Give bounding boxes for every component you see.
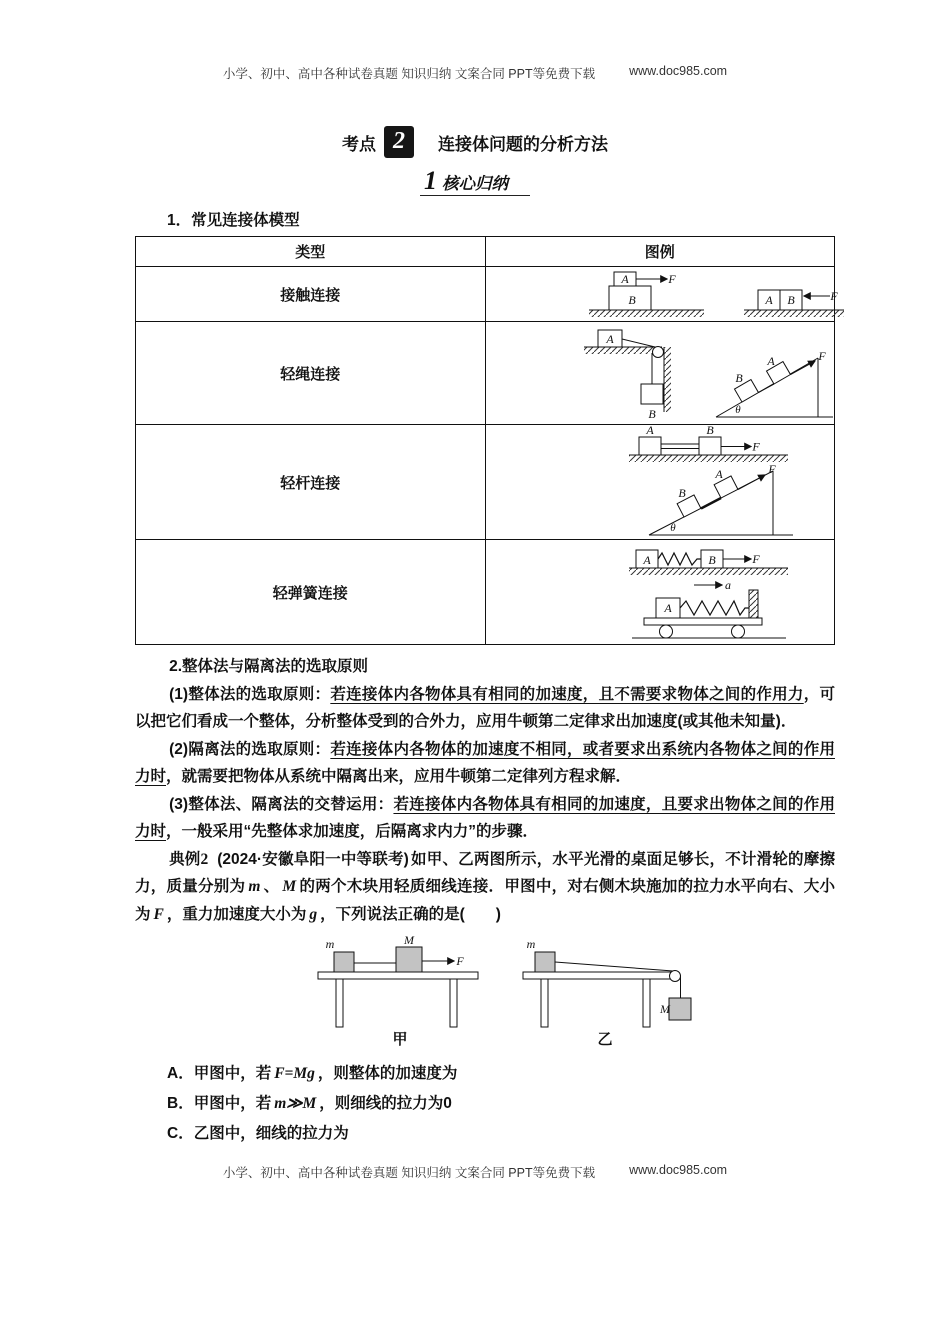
example-text: ，重力加速度大小为 <box>166 905 307 923</box>
example-paragraph <box>135 846 835 929</box>
row-type-label: 轻绳连接 <box>136 322 486 425</box>
label-theta: θ <box>669 522 676 534</box>
rope-connection-figure <box>486 322 931 424</box>
header-url: www.doc985.com <box>629 64 728 78</box>
label-F: F <box>817 349 826 363</box>
label-F: F <box>767 462 776 476</box>
var-m: m <box>248 878 261 895</box>
label-F: F <box>751 439 760 454</box>
table-row-spring <box>136 540 835 645</box>
label-m: m <box>526 937 536 951</box>
label-M: M <box>404 934 414 947</box>
option-a <box>167 1059 835 1089</box>
principle-paragraph-2 <box>135 736 835 791</box>
option-c <box>167 1119 835 1149</box>
row-figure-cell <box>485 425 835 540</box>
footer-url: www.doc985.com <box>629 1163 728 1177</box>
label-m: m <box>325 937 335 951</box>
col-header-figure: 图例 <box>485 237 835 267</box>
p3-pre: (3)整体法、隔离法的交替运用： <box>169 795 394 813</box>
label-B: B <box>707 553 716 567</box>
var-g: g <box>309 905 318 923</box>
label-A: A <box>764 293 773 307</box>
page-footer <box>115 1163 835 1181</box>
page-header <box>115 64 835 82</box>
label-M: M <box>660 1002 670 1016</box>
label-A: A <box>645 425 654 437</box>
option-b-formula: m≫M <box>274 1095 317 1112</box>
model-heading: 1．常见连接体模型 <box>167 212 300 229</box>
example-figures <box>310 934 835 1049</box>
table-header-row <box>136 237 835 267</box>
label-B: B <box>647 407 656 421</box>
p2-underlined: 若连接体内各物体的加速度不相同，或者要求出系统内各物体之间的作用力时 <box>135 740 835 785</box>
label-F: F <box>456 954 464 968</box>
table-row-rod <box>136 425 835 540</box>
p3-underlined: 若连接体内各物体具有相同的加速度，且要求出物体之间的作用力时 <box>135 795 835 840</box>
p1-pre: (1)整体法的选取原则： <box>169 685 331 703</box>
header-text: 小学、初中、高中各种试卷真题 知识归纳 文案合同 PPT等免费下载 <box>222 67 596 81</box>
kaodian-number-badge: 2 <box>384 126 414 158</box>
option-c-text: C．乙图中，细线的拉力为 <box>167 1125 349 1142</box>
figure-yi <box>515 934 700 1049</box>
var-M: M <box>282 878 297 895</box>
row-figure-cell <box>485 267 838 322</box>
example-source: (2024·安徽阜阳一中等联考) <box>217 850 409 868</box>
connection-model-table <box>135 236 838 645</box>
table-row-contact <box>136 267 835 322</box>
p3-post: ，一般采用“先整体求加速度，后隔离求内力”的步骤． <box>166 823 539 840</box>
caption-jia: 甲 <box>392 1031 408 1048</box>
option-b <box>167 1089 835 1119</box>
caption-yi: 乙 <box>597 1031 613 1048</box>
p2-post: ，就需要把物体从系统中隔离出来，应用牛顿第二定律列方程求解． <box>166 768 632 785</box>
example-text: 、 <box>263 878 280 895</box>
option-b-text: ，则细线的拉力为0 <box>319 1095 452 1112</box>
core-label: 核心归纳 <box>442 175 508 193</box>
label-a: a <box>724 578 731 592</box>
label-A: A <box>642 553 651 567</box>
row-type-label: 轻杆连接 <box>136 425 486 540</box>
option-a-formula: F=Mg <box>274 1065 315 1082</box>
var-F: F <box>153 905 164 923</box>
label-B: B <box>627 293 636 307</box>
principle-paragraph-1 <box>135 681 835 736</box>
contact-connection-figure <box>486 267 931 321</box>
principles-section <box>135 653 835 928</box>
label-A: A <box>766 354 775 368</box>
option-b-text: B．甲图中，若 <box>167 1095 272 1112</box>
example-text: 的两个木块用轻质细线连接．甲图中，对右侧木块施加的拉力水平向右、大小为 <box>135 878 835 923</box>
label-A: A <box>620 272 629 286</box>
label-B: B <box>786 293 795 307</box>
figure-jia <box>310 934 495 1049</box>
principles-heading: 2.整体法与隔离法的选取原则 <box>169 658 369 675</box>
kaodian-label: 考点 <box>342 134 376 154</box>
p2-pre: (2)隔离法的选取原则： <box>169 740 331 758</box>
row-type-label: 接触连接 <box>136 267 486 322</box>
answer-options <box>167 1059 835 1149</box>
section-title-text: 连接体问题的分析方法 <box>438 134 608 154</box>
label-F: F <box>829 289 838 303</box>
label-B: B <box>677 486 686 500</box>
label-B: B <box>734 371 743 385</box>
table-row-rope <box>136 322 835 425</box>
p1-underlined: 若连接体内各物体具有相同的加速度，且不需要求物体之间的作用力 <box>330 685 804 703</box>
label-B: B <box>705 425 714 437</box>
example-text: 如甲、乙两图所示，水平光滑的桌面足够长，不计滑轮的摩擦力，质量分别为 <box>135 850 835 895</box>
core-summary-badge <box>420 168 530 196</box>
example-text: ，下列说法正确的是( ) <box>320 905 501 923</box>
section-title <box>115 126 835 158</box>
label-F: F <box>751 552 760 566</box>
label-theta: θ <box>734 404 741 416</box>
col-header-type: 类型 <box>136 237 486 267</box>
label-A: A <box>605 332 614 346</box>
option-a-text: A．甲图中，若 <box>167 1065 272 1082</box>
core-number: 1 <box>424 166 437 195</box>
footer-text: 小学、初中、高中各种试卷真题 知识归纳 文案合同 PPT等免费下载 <box>222 1166 596 1180</box>
option-a-text: ，则整体的加速度为 <box>317 1065 458 1082</box>
spring-connection-figure <box>486 540 931 644</box>
example-tag: 典例2 <box>169 850 209 868</box>
label-A: A <box>663 601 672 615</box>
rod-connection-figure <box>486 425 931 539</box>
core-summary-row <box>115 168 835 196</box>
principle-paragraph-3 <box>135 791 835 846</box>
p1-post: ，可以把它们看成一个整体，分析整体受到的合外力，应用牛顿第二定律求出加速度(或其他未知量)． <box>135 685 835 730</box>
row-figure-cell <box>485 322 835 425</box>
row-figure-cell <box>485 540 835 645</box>
label-A: A <box>714 467 723 481</box>
label-F: F <box>667 272 676 286</box>
row-type-label: 轻弹簧连接 <box>136 540 486 645</box>
